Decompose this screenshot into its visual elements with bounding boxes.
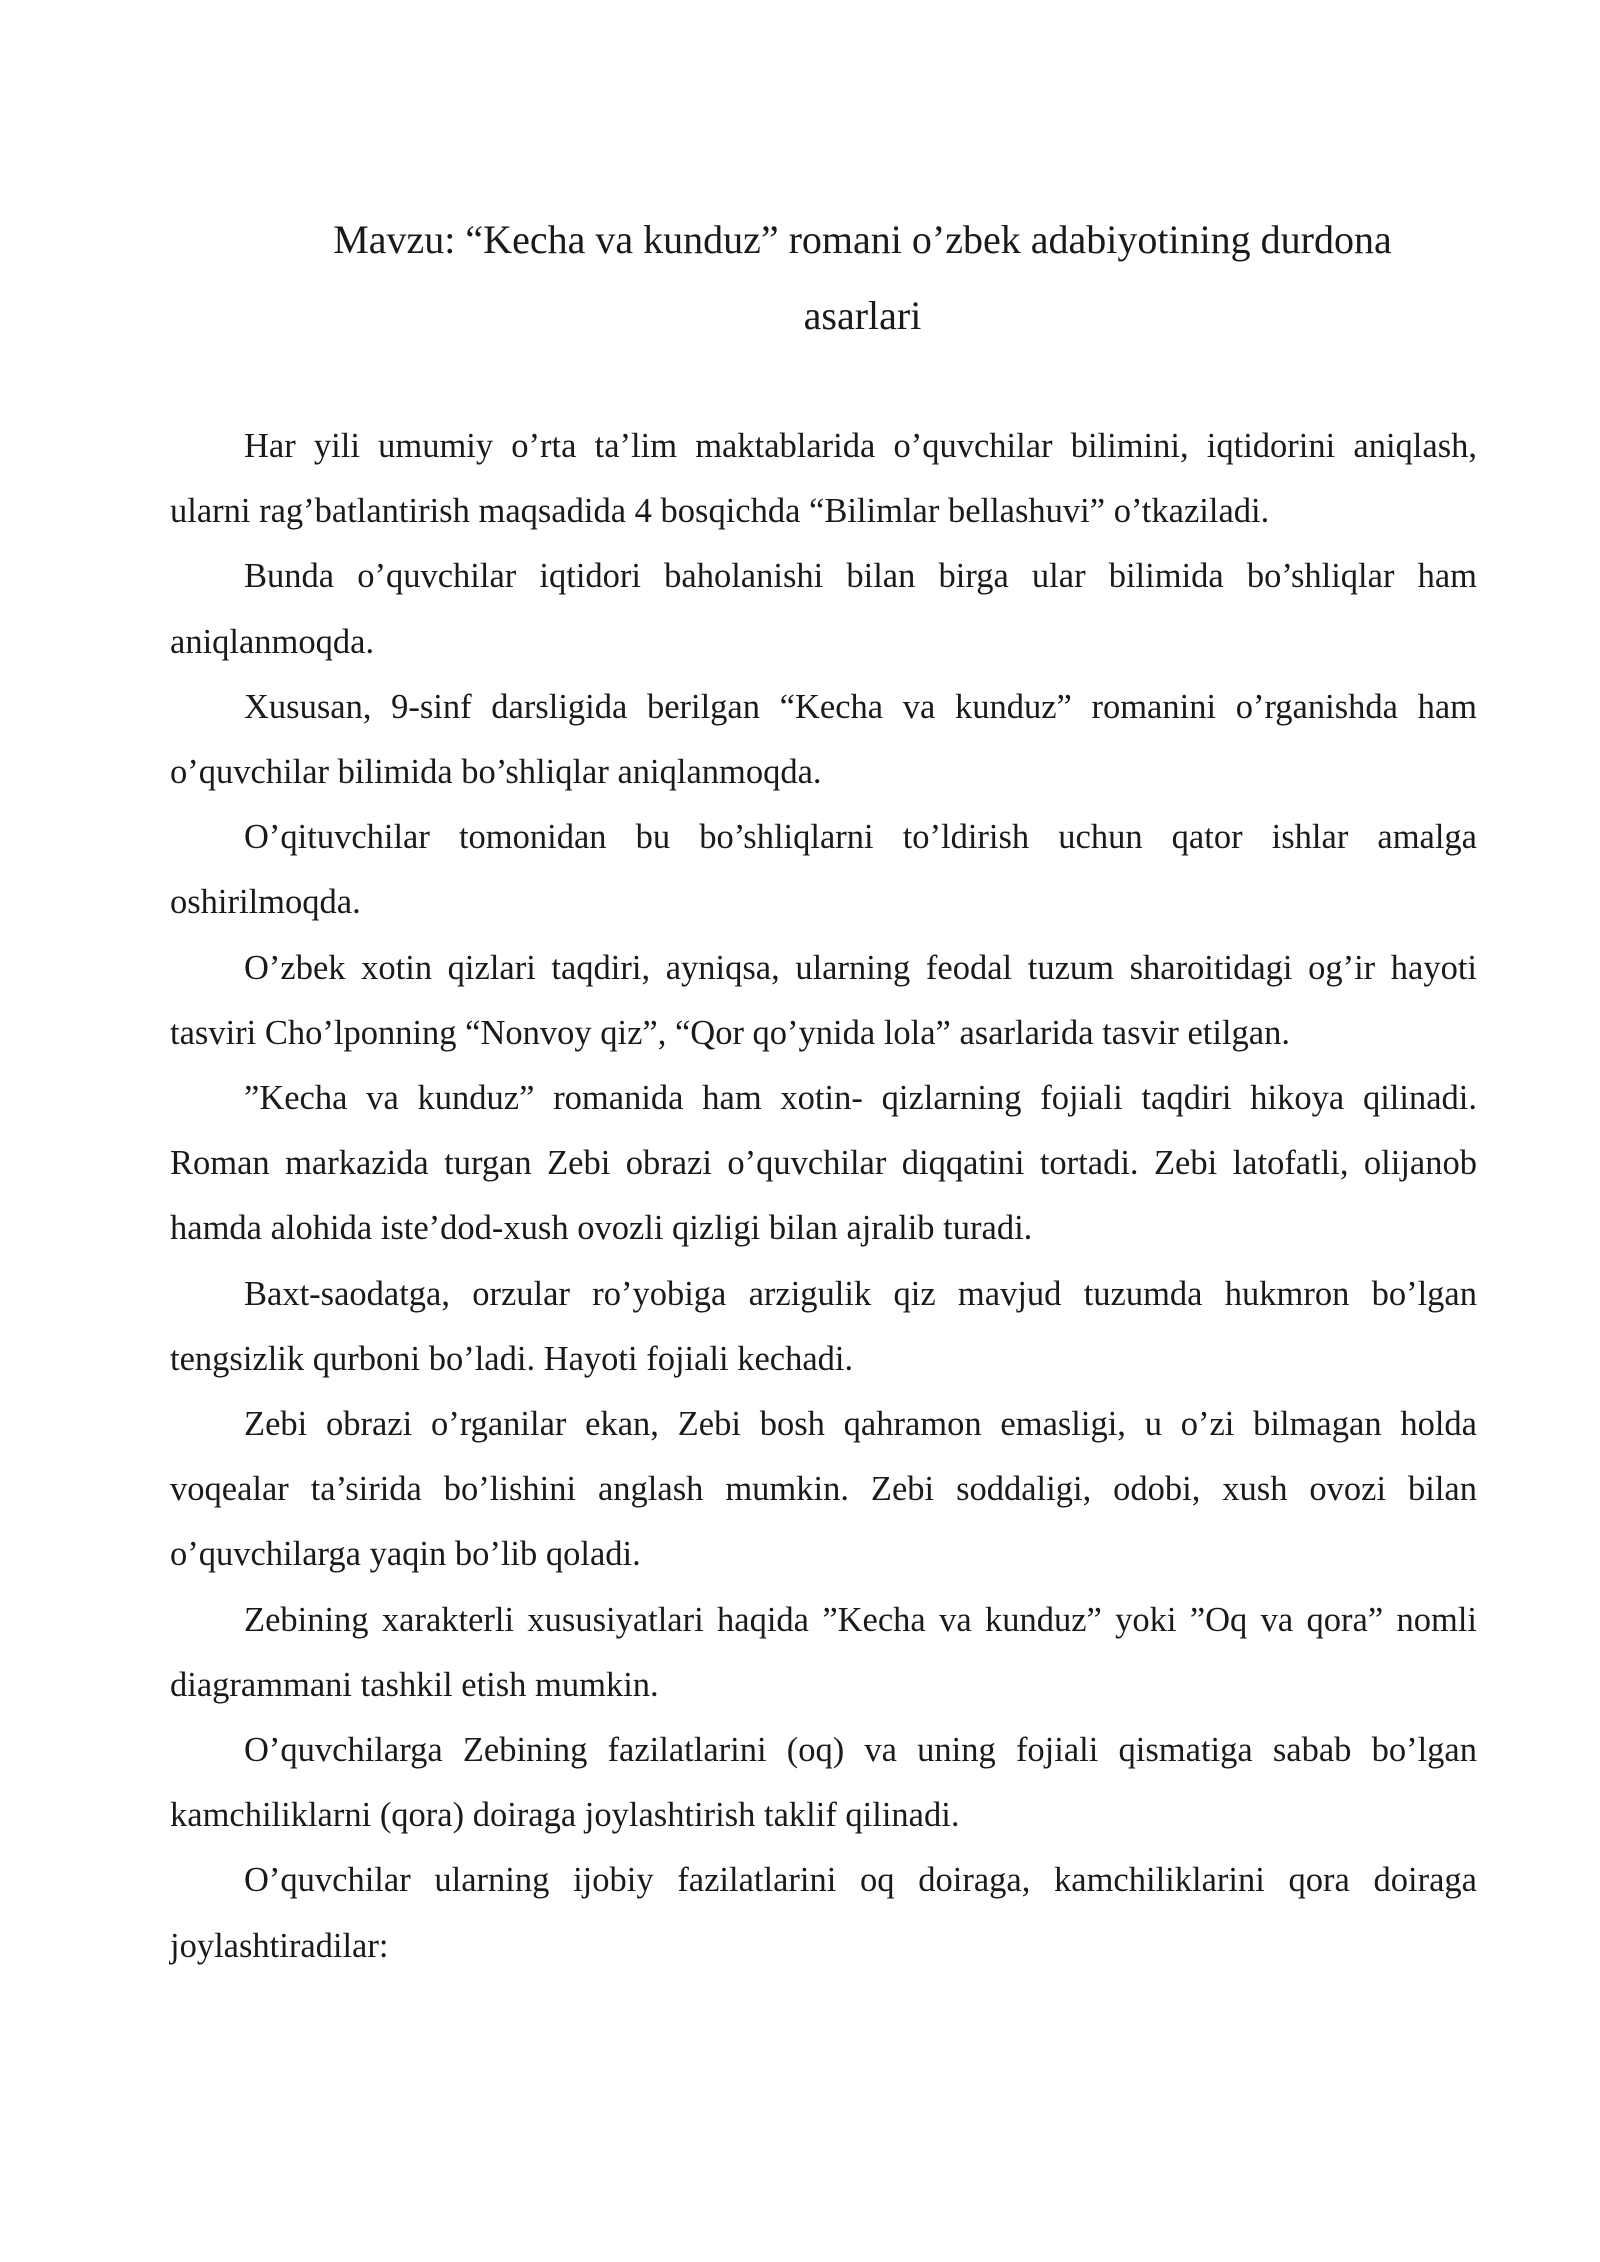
paragraph: Zebi obrazi o’rganilar ekan, Zebi bosh qahramon emasligi, u o’zi bilmagan holda voqealar ta’sirida bo’lishini anglash mumkin. Zebi soddaligi, odobi, xush ovozi bilan o’quvchilarga yaqin bo’lib qoladi. [170, 1405, 1477, 1574]
paragraph: Bunda o’quvchilar iqtidori baholanishi bilan birga ular bilimida bo’shliqlar ham aniqlanmoqda. [170, 557, 1477, 661]
document-title: Mavzu: “Kecha va kunduz” romani o’zbek adabiyotining durdona asarlari [333, 217, 1392, 338]
document-body [170, 414, 1477, 1979]
paragraph: Zebining xarakterli xususiyatlari haqida ”Kecha va kunduz” yoki ”Oq va qora” nomli diagrammani tashkil etish mumkin. [170, 1600, 1477, 1704]
paragraph: Baxt-saodatga, orzular ro’yobiga arzigulik qiz mavjud tuzumda hukmron bo’lgan tengsizlik qurboni bo’ladi. Hayoti fojiali kechadi. [170, 1274, 1477, 1378]
paragraph: O’zbek xotin qizlari taqdiri, ayniqsa, ularning feodal tuzum sharoitidagi og’ir hayoti tasviri Cho’lponning “Nonvoy qiz”, “Qor qo’ynida lola” asarlarida tasvir etilgan. [170, 948, 1477, 1052]
paragraph: O’qituvchilar tomonidan bu bo’shliqlarni to’ldirish uchun qator ishlar amalga oshirilmoqda. [170, 818, 1477, 922]
paragraph: Har yili umumiy o’rta ta’lim maktablarida o’quvchilar bilimini, iqtidorini aniqlash, ularni rag’batlantirish maqsadida 4 bosqichda “Bilimlar bellashuvi” o’tkaziladi. [170, 427, 1477, 531]
paragraph: O’quvchilar ularning ijobiy fazilatlarini oq doiraga, kamchiliklarini qora doiraga joylashtiradilar: [170, 1861, 1477, 1965]
paragraph: ”Kecha va kunduz” romanida ham xotin- qizlarning fojiali taqdiri hikoya qilinadi. Roman markazida turgan Zebi obrazi o’quvchilar diqqatini tortadi. Zebi latofatli, olijanob hamda alohida iste’dod-xush ovozli qizligi bilan ajralib turadi. [170, 1079, 1477, 1248]
paragraph: O’quvchilarga Zebining fazilatlarini (oq) va uning fojiali qismatiga sabab bo’lgan kamchiliklarni (qora) doiraga joylashtirish taklif qilinadi. [170, 1731, 1477, 1835]
paragraph: Xususan, 9-sinf darsligida berilgan “Kecha va kunduz” romanini o’rganishda ham o’quvchilar bilimida bo’shliqlar aniqlanmoqda. [170, 687, 1477, 792]
